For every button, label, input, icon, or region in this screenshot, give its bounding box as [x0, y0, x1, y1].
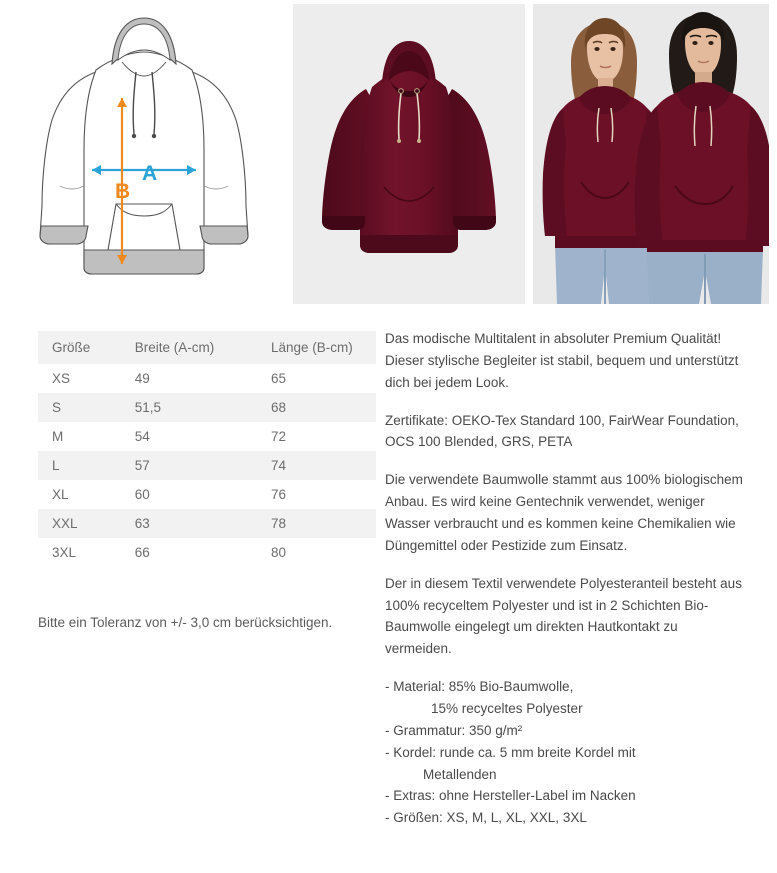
table-row: [38, 509, 376, 538]
cell-size: L: [38, 451, 101, 480]
table-row: [38, 451, 376, 480]
spec-extras: - Extras: ohne Hersteller-Label im Nacken: [385, 788, 636, 804]
polyester-paragraph: Der in diesem Textil verwendete Polyesteranteil besteht aus 100% recyceltem Polyester und ist in 2 Schichten Bio-Baumwolle eingelegt um direkten Hautkontakt zu vermeiden.: [385, 575, 742, 657]
cell-size: XL: [38, 480, 101, 509]
cell-width: 54: [101, 422, 237, 451]
cell-length: 80: [237, 538, 376, 567]
description-column: [385, 308, 777, 829]
product-photo-panel: [293, 4, 525, 304]
header-width: Breite (A-cm): [101, 331, 237, 364]
cell-size: 3XL: [38, 538, 101, 567]
models-wearing-hoodie-photo: [533, 4, 769, 304]
spec-material: - Material: 85% Bio-Baumwolle,: [385, 679, 574, 695]
technical-drawing-panel: [0, 0, 288, 308]
table-row: [38, 422, 376, 451]
cell-width: 51,5: [101, 393, 237, 422]
spec-list: [385, 676, 747, 829]
cell-width: 63: [101, 509, 237, 538]
table-row: [38, 480, 376, 509]
cell-size: XXL: [38, 509, 101, 538]
size-table: [38, 331, 376, 567]
spec-sizes: - Größen: XS, M, L, XL, XXL, 3XL: [385, 810, 587, 826]
cell-size: S: [38, 393, 101, 422]
content-area: [0, 308, 777, 829]
cell-size: XS: [38, 364, 101, 393]
spec-material-cont: 15% recyceltes Polyester: [431, 701, 583, 717]
cell-length: 78: [237, 509, 376, 538]
cell-width: 60: [101, 480, 237, 509]
measure-label-b: B: [115, 180, 131, 203]
spec-weight: - Grammatur: 350 g/m²: [385, 722, 523, 738]
hoodie-technical-drawing-icon: [0, 0, 288, 308]
description-paragraph: Das modische Multitalent in absoluter Premium Qualität! Dieser stylische Begleiter ist stabil, bequem und unterstützt dich bei jedem Look.: [385, 331, 739, 390]
cell-width: 49: [101, 364, 237, 393]
cell-width: 66: [101, 538, 237, 567]
burgundy-hoodie-photo: [304, 29, 514, 279]
table-row: [38, 538, 376, 567]
cell-length: 68: [237, 393, 376, 422]
measure-label-a: A: [142, 162, 158, 185]
cell-width: 57: [101, 451, 237, 480]
size-table-header-row: [38, 331, 376, 364]
tolerance-note: Bitte ein Toleranz von +/- 3,0 cm berücksichtigen.: [38, 615, 333, 630]
cell-length: 65: [237, 364, 376, 393]
size-table-column: [0, 308, 385, 829]
header-size: Größe: [38, 331, 101, 364]
models-photo-panel: [533, 4, 769, 304]
table-row: [38, 393, 376, 422]
cotton-paragraph: Die verwendete Baumwolle stammt aus 100% biologischem Anbau. Es wird keine Gentechnik verwendet, weniger Wasser verbraucht und es kommen keine Chemikalien wie Düngemittel oder Pestizide zum Einsatz.: [385, 472, 743, 553]
cell-length: 74: [237, 451, 376, 480]
spec-cord-cont: Metallenden: [423, 766, 497, 782]
cell-length: 76: [237, 480, 376, 509]
product-image-row: [0, 0, 777, 308]
certificates-paragraph: Zertifikate: OEKO-Tex Standard 100, FairWear Foundation, OCS 100 Blended, GRS, PETA: [385, 412, 739, 450]
cell-size: M: [38, 422, 101, 451]
spec-cord: - Kordel: runde ca. 5 mm breite Kordel mit: [385, 744, 636, 760]
cell-length: 72: [237, 422, 376, 451]
header-length: Länge (B-cm): [237, 331, 376, 364]
table-row: [38, 364, 376, 393]
